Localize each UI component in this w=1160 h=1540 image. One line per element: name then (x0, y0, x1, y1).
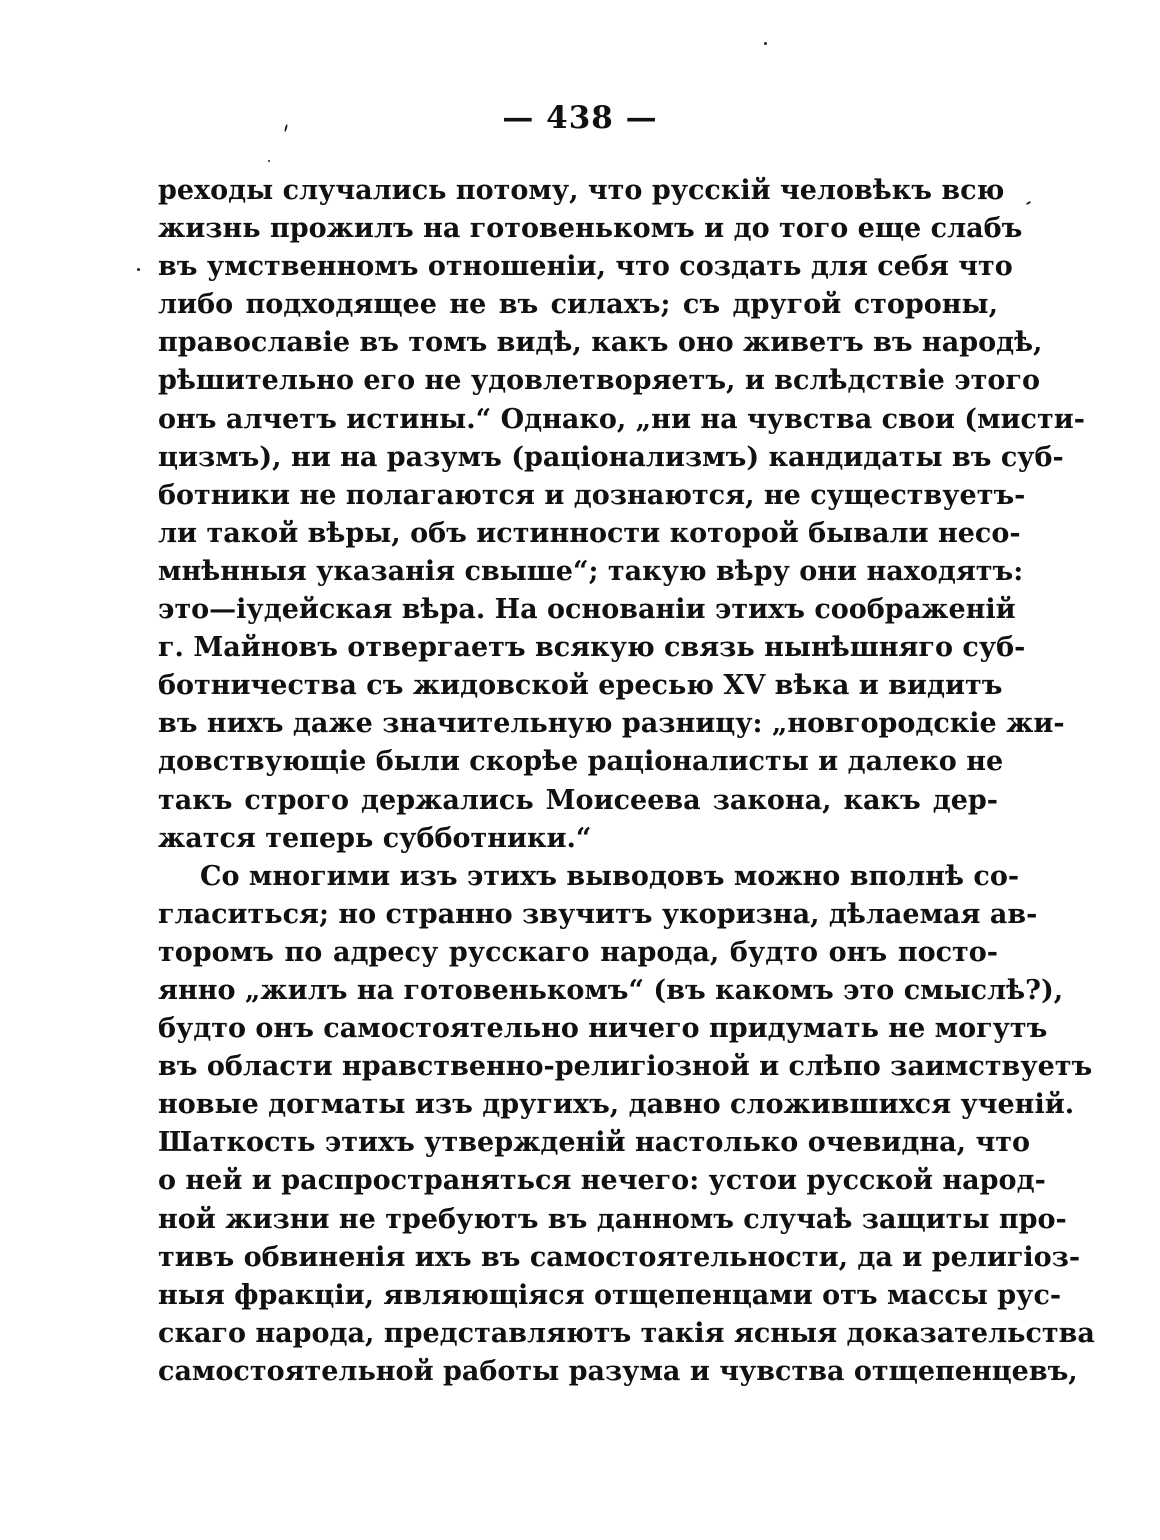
text-line: довствующіе были скорѣе раціоналисты и далеко не (158, 746, 1004, 778)
print-speck (1026, 201, 1031, 205)
text-line: реходы случались потому, что русскій человѣкъ всю (158, 175, 1005, 206)
text-line: гласиться; но странно звучитъ укоризна, дѣлаемая ав- (158, 898, 1038, 930)
text-line: мнѣнныя указанія свыше“; такую вѣру они находятъ: (158, 555, 1024, 587)
text-line: ботники не полагаются и дознаются, не существуетъ- (158, 479, 1026, 511)
text-line: православіе въ томъ видѣ, какъ оно живетъ въ народѣ, (158, 327, 1043, 359)
text-line: новые догматы изъ другихъ, давно сложившихся ученій. (158, 1089, 1075, 1121)
text-line: такъ строго держались Моисеева закона, какъ дер- (158, 784, 998, 816)
text-line: это—іудейская вѣра. На основаніи этихъ соображеній (158, 594, 1016, 626)
text-line: о ней и распространяться нечего: устои русской народ- (158, 1165, 1046, 1197)
text-line: ли такой вѣры, объ истинности которой бывали несо- (158, 517, 1021, 549)
text-line-paragraph-end: жатся теперь субботники.“ (158, 822, 592, 854)
text-line: скаго народа, представляютъ такія ясныя доказательства (158, 1317, 1095, 1349)
text-line: самостоятельной работы разума и чувства отщепенцевъ, (158, 1355, 1078, 1387)
text-line: г. Майновъ отвергаетъ всякую связь нынѣшняго суб- (158, 632, 1026, 664)
text-line: янно „жилъ на готовенькомъ“ (въ какомъ это смыслѣ?), (158, 974, 1064, 1006)
text-line: жизнь прожилъ на готовенькомъ и до того еще слабъ (158, 213, 1023, 245)
text-line: въ умственномъ отношеніи, что создать для себя что (158, 251, 1013, 283)
print-speck (268, 160, 270, 162)
text-line: въ области нравственно-религіозной и слѣпо заимствуетъ (158, 1051, 1093, 1083)
text-line-paragraph-start: Со многими изъ этихъ выводовъ можно вполнѣ со- (200, 860, 1020, 892)
text-line: онъ алчетъ истины.“ Однако, „ни на чувства свои (мисти- (158, 403, 1085, 435)
body-text (158, 172, 1095, 1391)
text-line: въ нихъ даже значительную разницу: „новгородскіе жи- (158, 708, 1065, 740)
text-line: ныя фракціи, являющіяся отщепенцами отъ массы рус- (158, 1279, 1062, 1311)
print-speck (764, 42, 767, 45)
text-line: рѣшительно его не удовлетворяетъ, и вслѣдствіе этого (158, 365, 1040, 397)
page-number: — 438 — (502, 100, 658, 136)
text-line: Шаткость этихъ утвержденій настолько очевидна, что (158, 1127, 1030, 1159)
text-line: ной жизни не требуютъ въ данномъ случаѣ защиты про- (158, 1203, 1067, 1235)
text-line: ботничества съ жидовской ересью XV вѣка и видитъ (158, 670, 1003, 702)
text-line: цизмъ), ни на разумъ (раціонализмъ) кандидаты въ суб- (158, 441, 1064, 473)
text-line: будто онъ самостоятельно ничего придумать не могутъ (158, 1013, 1048, 1045)
text-line: тивъ обвиненія ихъ въ самостоятельности, да и религіоз- (158, 1241, 1081, 1273)
print-speck (137, 268, 140, 271)
text-line: либо подходящее не въ силахъ; съ другой стороны, (158, 289, 998, 321)
text-line: торомъ по адресу русскаго народа, будто онъ посто- (158, 936, 998, 968)
